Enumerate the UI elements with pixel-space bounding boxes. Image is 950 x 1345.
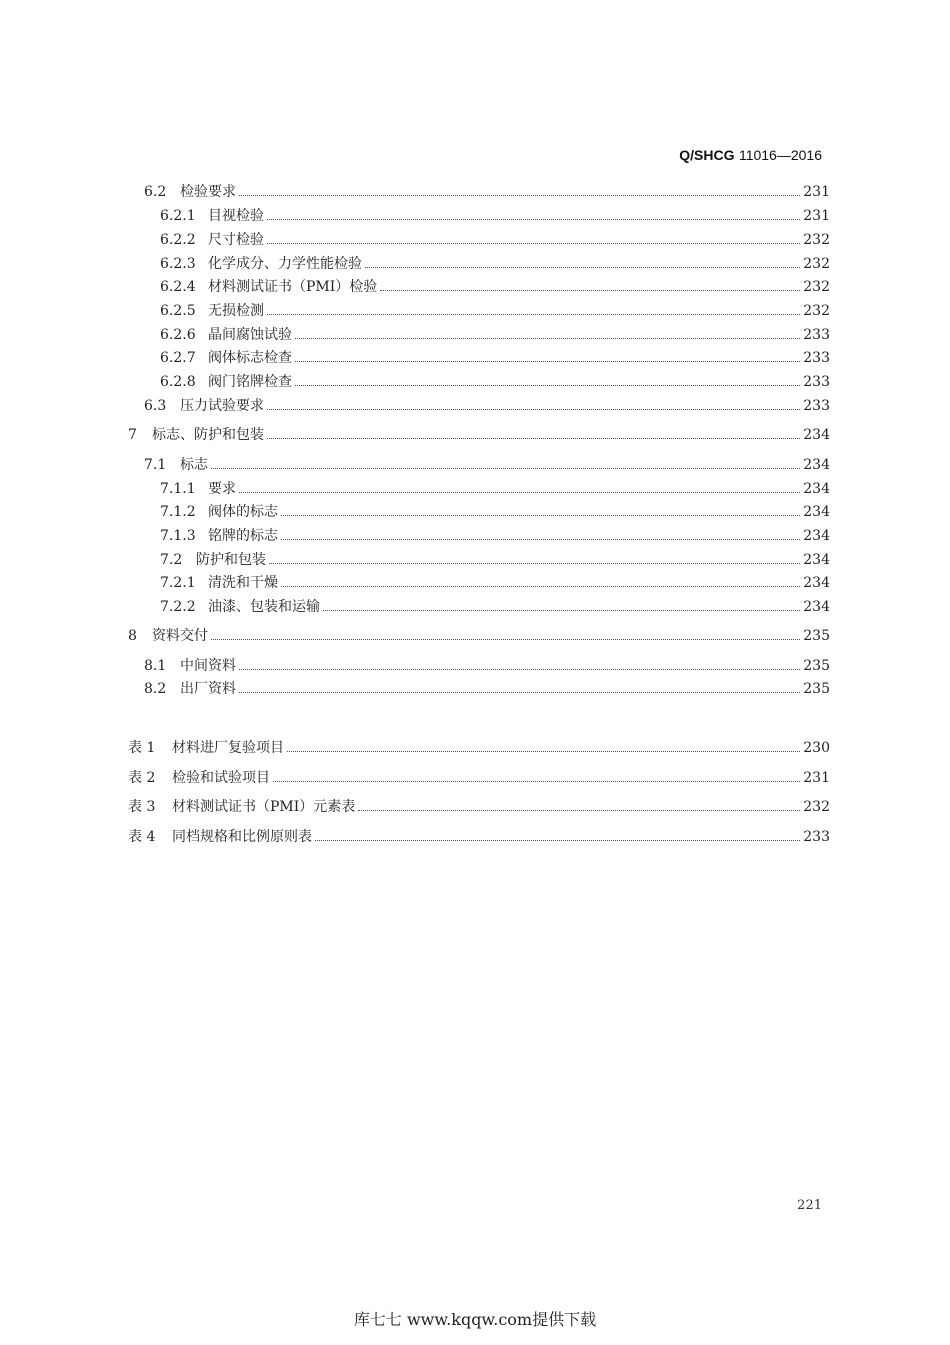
toc-title: 化学成分、力学性能检验	[208, 256, 362, 272]
dot-leader	[239, 491, 800, 493]
dot-leader	[358, 809, 800, 811]
toc-title: 尺寸检验	[208, 232, 264, 248]
toc-entry[interactable]	[160, 372, 830, 392]
toc-entry[interactable]	[144, 679, 830, 699]
toc-page: 234	[803, 552, 830, 568]
dot-leader	[239, 668, 800, 670]
toc-title: 铭牌的标志	[208, 528, 278, 544]
toc-number: 8.1	[144, 658, 167, 674]
dot-leader	[267, 408, 800, 410]
toc-title: 标志	[180, 457, 208, 473]
table-list-entry[interactable]	[128, 827, 830, 847]
toc-title: 中间资料	[180, 658, 236, 674]
toc-number: 6.2.5	[160, 303, 196, 319]
toc-page: 234	[803, 427, 830, 443]
toc-title: 标志、防护和包装	[152, 427, 264, 443]
table-list-title: 同档规格和比例原则表	[172, 829, 312, 845]
toc-page: 232	[803, 232, 830, 248]
footer-watermark: 库七七 www.kqqw.com提供下载	[353, 1310, 597, 1329]
toc-page: 232	[803, 279, 830, 295]
toc-page: 232	[803, 303, 830, 319]
dot-leader	[365, 266, 800, 268]
toc-entry[interactable]	[160, 502, 830, 522]
dot-leader	[380, 289, 800, 291]
table-list-page: 231	[803, 770, 830, 786]
toc-page: 234	[803, 599, 830, 615]
toc-number: 8.2	[144, 681, 167, 697]
toc-number: 6.2.2	[160, 232, 196, 248]
toc-title: 阀门铭牌检查	[208, 374, 292, 390]
toc-title: 检验要求	[180, 184, 236, 200]
toc-page: 235	[803, 681, 830, 697]
dot-leader	[239, 194, 800, 196]
toc-entry[interactable]	[144, 455, 830, 475]
toc-entry[interactable]	[128, 425, 830, 445]
toc-number: 7.2	[160, 552, 183, 568]
toc-number: 6.2.8	[160, 374, 196, 390]
toc-title: 资料交付	[152, 628, 208, 644]
toc-number: 7.1.2	[160, 504, 196, 520]
toc-title: 阀体的标志	[208, 504, 278, 520]
toc-title: 要求	[208, 481, 236, 497]
toc-page: 231	[803, 184, 830, 200]
toc-title: 无损检测	[208, 303, 264, 319]
toc-page: 233	[803, 350, 830, 366]
toc-entry[interactable]	[160, 230, 830, 250]
toc-number: 7	[128, 427, 137, 443]
table-list-title: 检验和试验项目	[172, 770, 270, 786]
toc-page: 231	[803, 208, 830, 224]
toc-page: 234	[803, 504, 830, 520]
dot-leader	[295, 360, 800, 362]
toc-number: 7.2.2	[160, 599, 196, 615]
toc-page: 234	[803, 528, 830, 544]
dot-leader	[295, 384, 800, 386]
toc-title: 压力试验要求	[180, 398, 264, 414]
toc-title: 防护和包装	[196, 552, 266, 568]
dot-leader	[281, 585, 800, 587]
table-list-number: 表 3	[128, 799, 156, 815]
dot-leader	[239, 691, 800, 693]
toc-page: 235	[803, 628, 830, 644]
toc-title: 油漆、包装和运输	[208, 599, 320, 615]
page-number: 221	[797, 1198, 822, 1213]
toc-page: 233	[803, 374, 830, 390]
toc-number: 8	[128, 628, 137, 644]
toc-number: 7.1	[144, 457, 167, 473]
toc-entry[interactable]	[128, 626, 830, 646]
toc-entry[interactable]	[160, 597, 830, 617]
toc-entry[interactable]	[160, 550, 830, 570]
dot-leader	[315, 839, 800, 841]
dot-leader	[267, 218, 800, 220]
toc-page: 233	[803, 398, 830, 414]
dot-leader	[281, 514, 800, 516]
dot-leader	[269, 562, 800, 564]
toc-entry[interactable]	[144, 182, 830, 202]
dot-leader	[211, 638, 800, 640]
toc-page: 235	[803, 658, 830, 674]
toc-entry[interactable]	[160, 254, 830, 274]
toc-entry[interactable]	[160, 206, 830, 226]
toc-title: 目视检验	[208, 208, 264, 224]
toc-page: 234	[803, 575, 830, 591]
standard-code: Q/SHCG	[679, 147, 735, 163]
toc-title: 清洗和干燥	[208, 575, 278, 591]
table-list-entry[interactable]	[128, 738, 830, 758]
toc-entry[interactable]	[160, 301, 830, 321]
table-list-title: 材料进厂复验项目	[172, 740, 284, 756]
document-code-header	[679, 147, 822, 164]
table-list-entry[interactable]	[128, 797, 830, 817]
table-list-number: 表 1	[128, 740, 156, 756]
toc-number: 7.1.1	[160, 481, 196, 497]
table-list-title: 材料测试证书（PMI）元素表	[172, 799, 356, 815]
toc-number: 6.2	[144, 184, 167, 200]
dot-leader	[267, 242, 800, 244]
dot-leader	[281, 538, 800, 540]
standard-number: 11016—2016	[738, 147, 822, 163]
table-list-entry[interactable]	[128, 768, 830, 788]
dot-leader	[273, 780, 800, 782]
toc-title: 材料测试证书（PMI）检验	[208, 279, 378, 295]
toc-number: 6.2.7	[160, 350, 196, 366]
dot-leader	[287, 750, 800, 752]
toc-number: 6.2.1	[160, 208, 196, 224]
toc-title: 阀体标志检查	[208, 350, 292, 366]
toc-number: 6.2.4	[160, 279, 196, 295]
toc-entry[interactable]	[160, 479, 830, 499]
toc-page: 234	[803, 457, 830, 473]
toc-number: 6.2.6	[160, 327, 196, 343]
toc-entry[interactable]	[160, 348, 830, 368]
toc-number: 7.1.3	[160, 528, 196, 544]
toc-entry[interactable]	[160, 277, 830, 297]
dot-leader	[267, 437, 800, 439]
dot-leader	[211, 467, 800, 469]
toc-number: 6.3	[144, 398, 167, 414]
table-list-page: 230	[803, 740, 830, 756]
toc-entry[interactable]	[160, 573, 830, 593]
table-list-page: 232	[803, 799, 830, 815]
table-list-page: 233	[803, 829, 830, 845]
toc-number: 6.2.3	[160, 256, 196, 272]
toc-entry[interactable]	[144, 396, 830, 416]
toc-number: 7.2.1	[160, 575, 196, 591]
toc-title: 晶间腐蚀试验	[208, 327, 292, 343]
toc-entry[interactable]	[160, 526, 830, 546]
toc-entry[interactable]	[144, 656, 830, 676]
dot-leader	[323, 609, 800, 611]
toc-page: 234	[803, 481, 830, 497]
dot-leader	[267, 313, 800, 315]
toc-entry[interactable]	[160, 325, 830, 345]
toc-page: 232	[803, 256, 830, 272]
table-list-number: 表 2	[128, 770, 156, 786]
toc-page: 233	[803, 327, 830, 343]
toc-title: 出厂资料	[180, 681, 236, 697]
dot-leader	[295, 337, 800, 339]
table-list-number: 表 4	[128, 829, 156, 845]
